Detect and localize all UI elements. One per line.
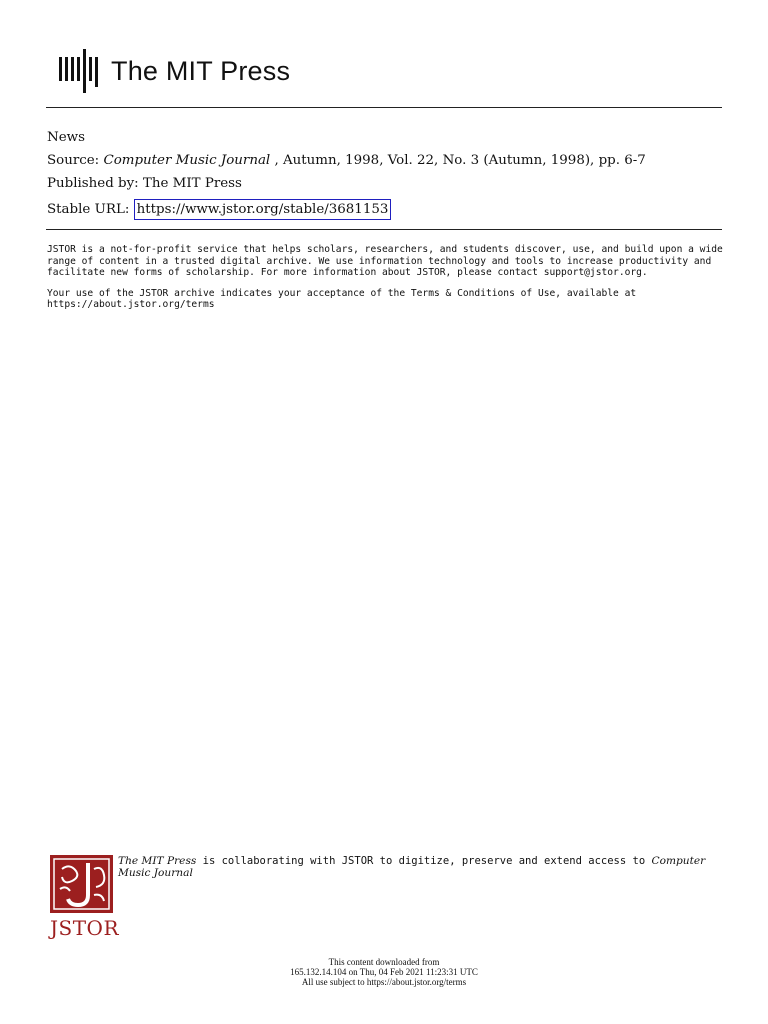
stable-url-label: Stable URL: (47, 202, 134, 217)
publisher-name: The MIT Press (111, 55, 291, 86)
source-label: Source: (47, 153, 104, 168)
download-line-3: All use subject to https://about.jstor.org/terms (301, 977, 467, 987)
collaboration-statement (118, 855, 718, 879)
notice-paragraph-1: JSTOR is a not-for-profit service that helps scholars, researchers, and students discover, use, and build upon a wide range of content in a trusted digital archive. We use information technology and tools to increase productivity and facilitate new forms of scholarship. For more information about JSTOR, please contact support@jstor.org. (47, 244, 723, 279)
jstor-logo (50, 855, 119, 940)
download-line-2: 165.132.14.104 on Thu, 04 Feb 2021 11:23:31 UTC (290, 967, 478, 977)
mit-press-bars-icon (59, 49, 99, 93)
notice-paragraph-2: Your use of the JSTOR archive indicates your acceptance of the Terms & Conditions of Use, available at https://about.jstor.org/terms (47, 287, 637, 311)
collab-journal: Computer Music Journal (118, 855, 706, 879)
download-info (0, 957, 768, 987)
stable-url-link[interactable]: https://www.jstor.org/stable/3681153 (134, 199, 392, 220)
header-divider (46, 107, 722, 108)
collab-publisher: The MIT Press (118, 855, 197, 867)
metadata-divider (46, 229, 722, 230)
jstor-wordmark: JSTOR (50, 916, 120, 940)
mit-press-logo (59, 49, 290, 93)
article-metadata (47, 126, 727, 221)
published-by: Published by: The MIT Press (47, 176, 242, 191)
journal-title: Computer Music Journal (103, 153, 271, 168)
source-line (47, 149, 727, 172)
jstor-emblem-icon (50, 855, 113, 913)
collab-text: is collaborating with JSTOR to digitize, preserve and extend access to (196, 855, 652, 867)
source-detail: , Autumn, 1998, Vol. 22, No. 3 (Autumn, 1998), pp. 6-7 (270, 153, 646, 168)
download-line-1: This content downloaded from (328, 957, 440, 967)
jstor-notice (47, 244, 727, 320)
article-title: News (47, 130, 85, 145)
stable-url-line (47, 195, 727, 221)
